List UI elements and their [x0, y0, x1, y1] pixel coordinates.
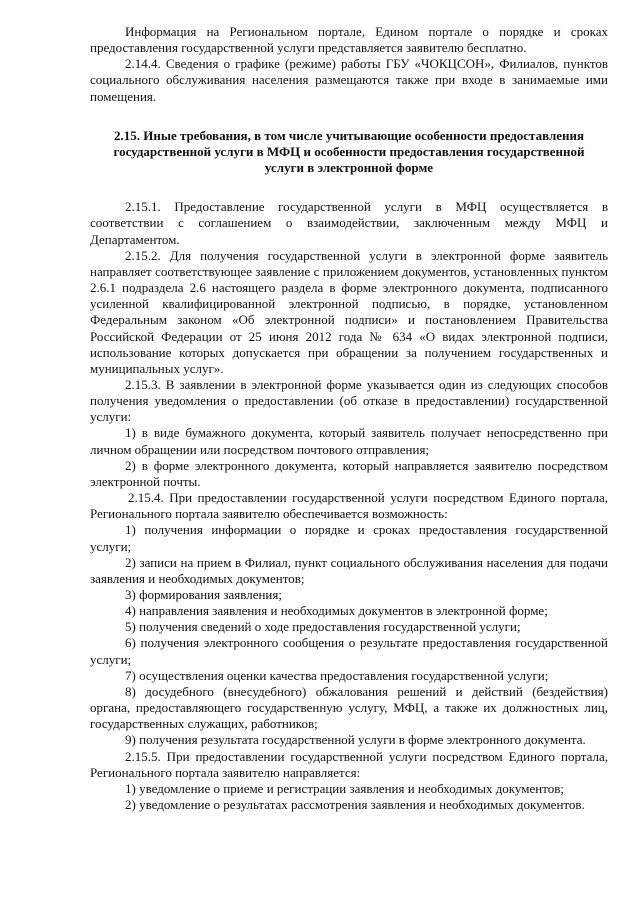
list-item: 3) формирования заявления; — [125, 587, 282, 602]
list-item: 6) получения электронного сообщения о результате предоставления государственной услуги; — [90, 635, 608, 667]
section-heading-2-15: 2.15. Иные требования, в том числе учитывающие особенности предоставления государственной услуги в МФЦ и особенности предоставления государственной услуги в электронной форме — [113, 127, 585, 176]
paragraph-info-free: Информация на Региональном портале, Едином портале о порядке и сроках предоставления государственной услуги представляется заявителю бесплатно. — [90, 24, 608, 56]
list-item: 7) осуществления оценки качества предоставления государственной услуги; — [125, 667, 549, 683]
paragraph-2-15-4: 2.15.4. При предоставлении государственной услуги посредством Единого портала, Регионального портала заявителю обеспечивается возможность: — [90, 490, 608, 522]
list-item: 8) досудебного (внесудебного) обжалования решений и действий (бездействия) органа, предоставляющего государственную услугу, МФЦ, а также их должностных лиц, государственных служащих, работников; — [90, 683, 608, 732]
list-item: 2) записи на прием в Филиал, пункт социального обслуживания населения для подачи заявления и необходимых документов; — [90, 554, 608, 586]
paragraph-2-15-5: 2.15.5. При предоставлении государственной услуги посредством Единого портала, Регионального портала заявителю направляется: — [90, 748, 608, 780]
list-item: 2) уведомление о результатах рассмотрения заявления и необходимых документов. — [125, 797, 585, 813]
list-item: 1) в виде бумажного документа, который заявитель получает непосредственно при личном обращении или посредством почтового отправления; — [90, 425, 608, 457]
list-item: 4) направления заявления и необходимых документов в электронной форме; — [125, 603, 548, 619]
list-item: 1) получения информации о порядке и сроках предоставления государственной услуги; — [90, 522, 608, 554]
paragraph-2-15-3: 2.15.3. В заявлении в электронной форме указывается один из следующих способов получения уведомления о предоставлении (об отказе в предоставлении) государственной услуги: — [90, 376, 608, 425]
list-item: 9) получения результата государственной услуги в форме электронного документа. — [125, 732, 586, 748]
list-item: 1) уведомление о приеме и регистрации заявления и необходимых документов; — [125, 780, 564, 796]
paragraph-2-15-1: 2.15.1. Предоставление государственной услуги в МФЦ осуществляется в соответствии с соглашением о взаимодействии, заключенным между МФЦ и Департаментом. — [90, 199, 608, 247]
paragraph-2-15-2: 2.15.2. Для получения государственной услуги в электронной форме заявитель направляет соответствующее заявление с приложением документов, установленных пунктом 2.6.1 подраздела 2.6 настоящего раздела в форме электронного документа, подписанного усиленной квалифицированной электронной подписью, в порядке, установленном Федеральным законом «Об электронной подписи» и постановлением Правительства Российской Федерации от 25 июня 2012 года № 634 «О видах электронной подписи, использование которых допускается при обращении за получением государственных и муниципальных услуг». — [90, 247, 608, 376]
list-item: 2) в форме электронного документа, который направляется заявителю посредством электронной почты. — [90, 457, 608, 489]
paragraph-2-14-4: 2.14.4. Сведения о графике (режиме) работы ГБУ «ЧОКЦСОН», Филиалов, пунктов социального обслуживания населения размещаются также при входе в занимаемые ими помещения. — [90, 56, 608, 104]
list-item: 5) получения сведений о ходе предоставления государственной услуги; — [125, 619, 521, 635]
